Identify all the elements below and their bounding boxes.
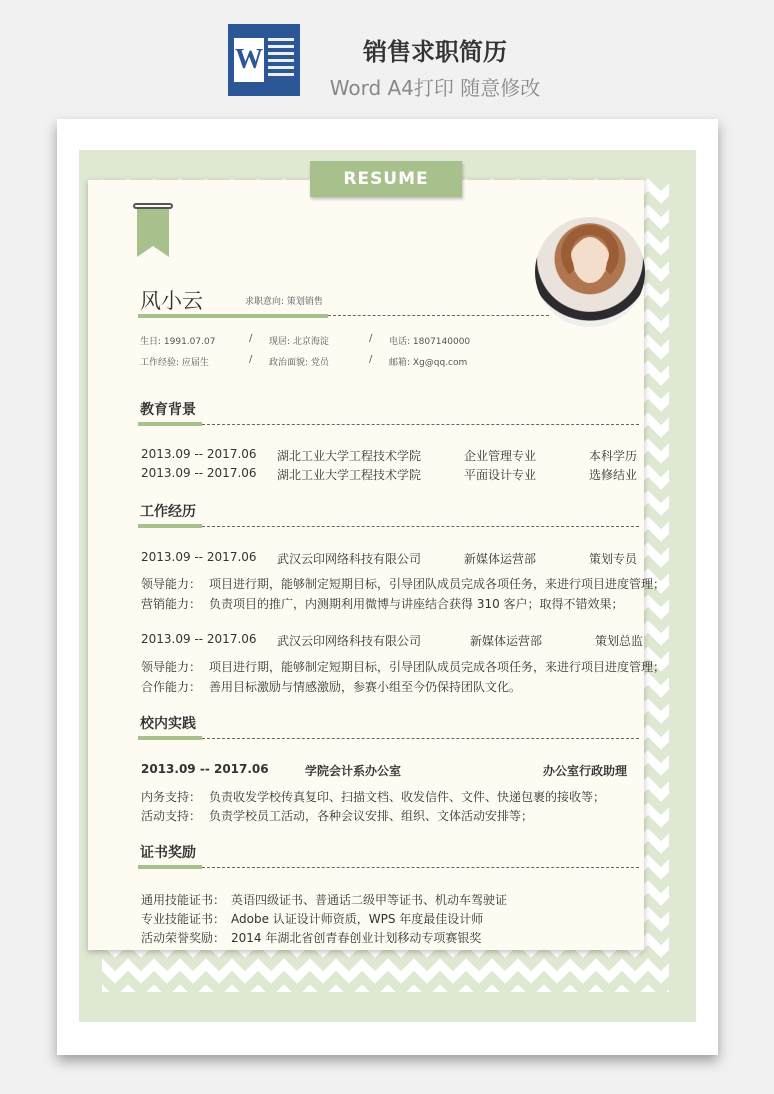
edu-date: 2013.09 -- 2017.06 <box>141 447 257 461</box>
resume-paper <box>57 119 718 1055</box>
word-icon <box>228 24 300 96</box>
section-title-certs: 证书奖励 <box>140 845 196 861</box>
work-company: 武汉云印网络科技有限公司 <box>277 552 422 566</box>
edu-major: 平面设计专业 <box>464 468 537 482</box>
work-line-label: 领导能力： <box>141 577 202 591</box>
edu-date: 2013.09 -- 2017.06 <box>141 466 257 480</box>
edu-major: 企业管理专业 <box>464 449 537 463</box>
info-separator: / <box>249 333 253 344</box>
section-divider <box>202 424 639 425</box>
work-line-text: 负责项目的推广，内测期利用微博与讲座结合获得 310 客户；取得不错效果； <box>209 597 624 611</box>
campus-date: 2013.09 -- 2017.06 <box>141 762 269 776</box>
campus-line-text: 负责学校员工活动，各种会议安排、组织、文体活动安排等； <box>209 809 534 823</box>
cert-text: 英语四级证书、普通话二级甲等证书、机动车驾驶证 <box>231 893 508 907</box>
word-lines-icon <box>268 38 294 82</box>
info-separator: / <box>369 354 373 365</box>
resume-tab: RESUME <box>310 161 462 197</box>
section-accent-bar <box>138 736 202 740</box>
cert-text: Adobe 认证设计师资质，WPS 年度最佳设计师 <box>231 912 484 926</box>
campus-line-label: 活动支持： <box>141 809 202 823</box>
section-accent-bar <box>138 524 202 528</box>
campus-line-text: 负责收发学校传真复印、扫描文档、收发信件、文件、快递包裹的接收等； <box>209 790 606 804</box>
cert-label: 专业技能证书： <box>141 912 226 926</box>
section-accent-bar <box>138 422 202 426</box>
work-line-text: 善用目标激励与情感激励，参赛小组至今仍保持团队文化。 <box>209 680 522 694</box>
section-divider <box>202 526 639 527</box>
section-title-education: 教育背景 <box>140 402 196 418</box>
cert-label: 活动荣誉奖励： <box>141 931 226 945</box>
work-line-label: 合作能力： <box>141 680 202 694</box>
info-phone: 电话: 18071400​00 <box>389 337 471 347</box>
work-dept: 新媒体运营部 <box>464 552 537 566</box>
info-separator: / <box>249 354 253 365</box>
campus-line-label: 内务支持： <box>141 790 202 804</box>
work-role: 策划专员 <box>589 552 638 566</box>
page-subtitle: Word A4打印 随意修改 <box>329 76 541 100</box>
section-divider <box>202 867 639 868</box>
edu-degree: 选修结业 <box>589 468 638 482</box>
info-experience: 工作经验: 应届生 <box>140 358 209 368</box>
cert-text: 2014 年湖北省创青春创业计划移动专项赛银奖 <box>231 931 482 945</box>
section-title-work: 工作经历 <box>140 504 196 520</box>
campus-org: 学院会计系办公室 <box>305 764 402 778</box>
info-separator: / <box>369 333 373 344</box>
work-dept: 新媒体运营部 <box>470 634 543 648</box>
work-date: 2013.09 -- 2017.06 <box>141 632 257 646</box>
work-line-text: 项目进行期，能够制定短期目标，引导团队成员完成各项任务，来进行项目进度管理； <box>209 660 666 674</box>
name-divider <box>328 315 549 316</box>
section-title-campus: 校内实践 <box>140 716 196 732</box>
work-line-label: 领导能力： <box>141 660 202 674</box>
edu-degree: 本科学历 <box>589 449 638 463</box>
edu-school: 湖北工业大学工程技术学院 <box>277 449 422 463</box>
campus-role: 办公室行政助理 <box>543 764 628 778</box>
info-politics: 政治面貌: 党员 <box>269 358 329 368</box>
word-letter: W <box>234 38 264 82</box>
info-birthday: 生日: 1991.07.07 <box>140 337 216 347</box>
section-divider <box>202 738 639 739</box>
page-header <box>0 0 774 120</box>
candidate-name: 风小云 <box>140 289 203 313</box>
section-accent-bar <box>138 865 202 869</box>
work-date: 2013.09 -- 2017.06 <box>141 550 257 564</box>
job-intent: 求职意向: 策划销售 <box>245 297 323 307</box>
work-line-label: 营销能力： <box>141 597 202 611</box>
work-line-text: 项目进行期，能够制定短期目标，引导团队成员完成各项任务，来进行项目进度管理； <box>209 577 666 591</box>
work-role: 策划总监 <box>595 634 644 648</box>
name-accent-bar <box>138 314 328 318</box>
page-title: 销售求职简历 <box>363 38 507 66</box>
info-email: 邮箱: Xg@qq.com <box>389 358 468 368</box>
info-residence: 现居: 北京海淀 <box>269 337 329 347</box>
resume-content <box>57 119 718 1055</box>
edu-school: 湖北工业大学工程技术学院 <box>277 468 422 482</box>
work-company: 武汉云印网络科技有限公司 <box>277 634 422 648</box>
cert-label: 通用技能证书： <box>141 893 226 907</box>
